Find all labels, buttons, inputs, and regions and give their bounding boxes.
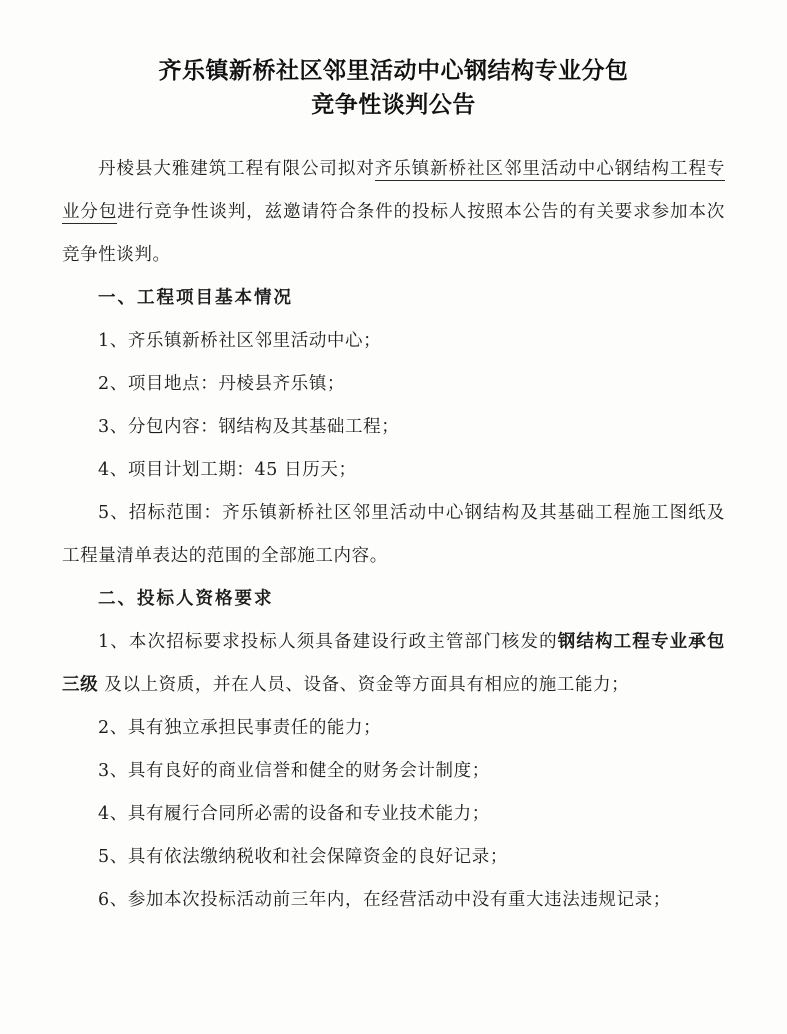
section-2-item-1-tail: 及以上资质，并在人员、设备、资金等方面具有相应的施工能力； — [104, 675, 630, 695]
intro-suffix: 进行竞争性谈判，兹邀请符合条件的投标人按照本公告的有关要求参加本次竞争性谈判。 — [62, 202, 725, 265]
section-1-item-5: 5、招标范围：齐乐镇新桥社区邻里活动中心钢结构及其基础工程施工图纸及工程量清单表达的范围的全部施工内容。 — [62, 503, 725, 566]
section-2-item-1-qualification: 钢结构工程专业承包三级 — [62, 632, 725, 695]
page-title-line-2: 竞争性谈判公告 — [311, 91, 476, 118]
page-title-line-1: 齐乐镇新桥社区邻里活动中心钢结构专业分包 — [158, 57, 629, 84]
section-1-item-3: 3、分包内容：钢结构及其基础工程； — [98, 417, 400, 437]
section-2-item-5: 5、具有依法缴纳税收和社会保障资金的良好记录； — [98, 847, 508, 867]
section-2-item-1-lead: 1、本次招标要求投标人须具备建设行政主管部门核发的 — [98, 632, 558, 652]
section-1-item-2: 2、项目地点：丹棱县齐乐镇； — [98, 374, 346, 394]
section-2-item-2: 2、具有独立承担民事责任的能力； — [98, 718, 382, 738]
section-2-item-4: 4、具有履行合同所必需的设备和专业技术能力； — [98, 804, 490, 824]
intro-paragraph — [62, 148, 725, 277]
section-1-item-4: 4、项目计划工期：45 日历天； — [98, 460, 357, 480]
section-2-item-6: 6、参加本次投标活动前三年内，在经营活动中没有重大违法违规记录； — [98, 890, 671, 910]
intro-underlined: 齐乐镇新桥社区邻里活动中心钢结构工程专业分包 — [62, 159, 726, 222]
document-body — [62, 148, 725, 922]
section-heading-2: 二、投标人资格要求 — [98, 589, 274, 609]
intro-prefix: 丹棱县大雅建筑工程有限公司拟对 — [98, 159, 375, 179]
section-2-item-3: 3、具有良好的商业信誉和健全的财务会计制度； — [98, 761, 490, 781]
section-heading-1: 一、工程项目基本情况 — [98, 288, 293, 308]
section-1-item-1: 1、齐乐镇新桥社区邻里活动中心； — [98, 331, 382, 351]
section-2-item-1 — [62, 621, 725, 707]
page-title — [62, 54, 725, 122]
